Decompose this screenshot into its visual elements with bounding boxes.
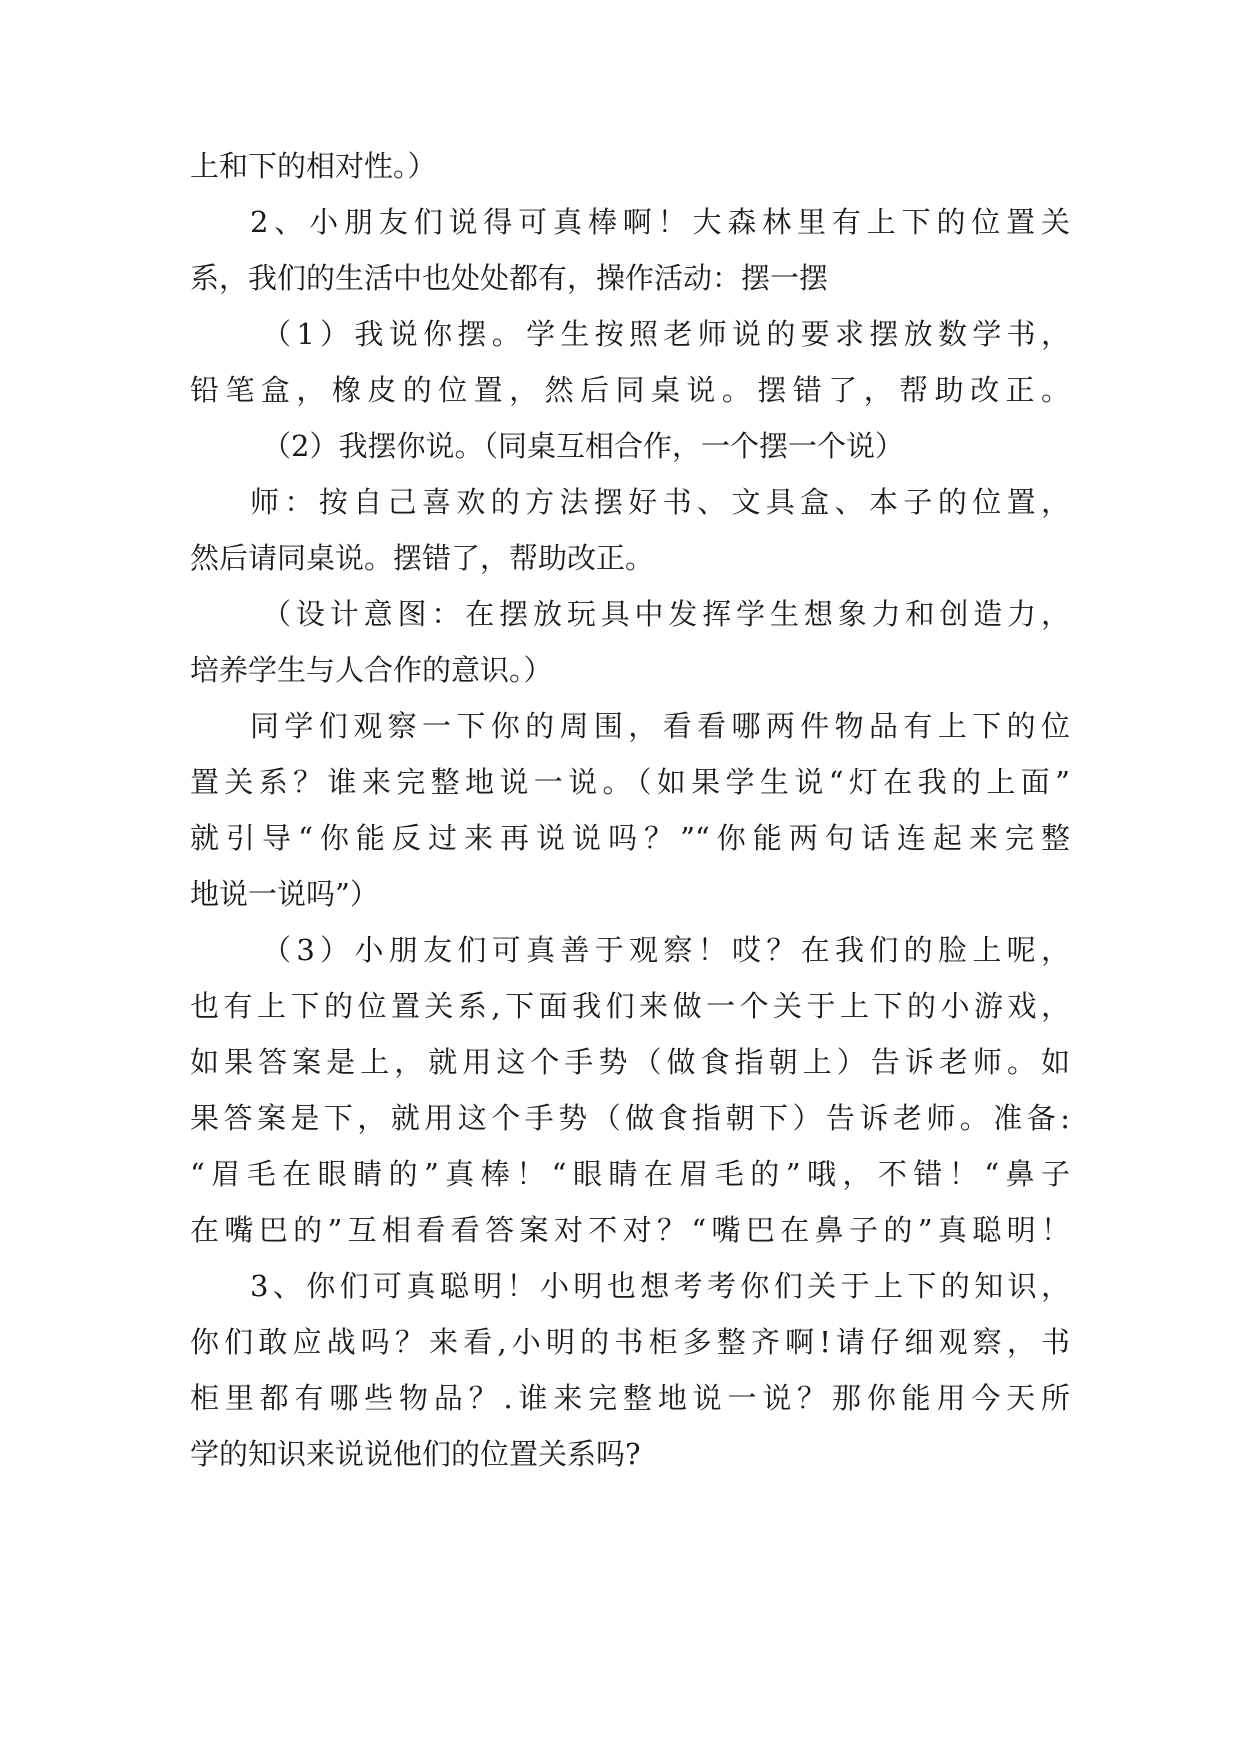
text-line: （设计意图：在摆放玩具中发挥学生想象力和创造力， [262, 597, 1070, 631]
text-line: 就引导“你能反过来再说说吗？”“你能两句话连起来完整 [190, 821, 1070, 855]
text-line: 铅笔盒，橡皮的位置，然后同桌说。摆错了，帮助改正。 [190, 373, 1070, 407]
text-line: 你们敢应战吗？来看,小明的书柜多整齐啊!请仔细观察，书 [190, 1325, 1070, 1359]
text-line: 置关系？谁来完整地说一说。（如果学生说“灯在我的上面” [190, 765, 1070, 799]
text-line: 在嘴巴的”互相看看答案对不对？“嘴巴在鼻子的”真聪明！ [190, 1213, 1070, 1247]
text-line: 师：按自己喜欢的方法摆好书、文具盒、本子的位置， [250, 485, 1070, 519]
text-line: “眉毛在眼睛的”真棒！“眼睛在眉毛的”哦，不错！“鼻子 [190, 1157, 1070, 1191]
text-line: （1）我说你摆。学生按照老师说的要求摆放数学书， [262, 317, 1070, 351]
text-line: 3、你们可真聪明！小明也想考考你们关于上下的知识， [250, 1269, 1070, 1303]
text-line: 学的知识来说说他们的位置关系吗? [190, 1437, 641, 1471]
text-line: 果答案是下，就用这个手势（做食指朝下）告诉老师。准备: [190, 1101, 1070, 1135]
text-line: 2、小朋友们说得可真棒啊！大森林里有上下的位置关 [250, 205, 1070, 239]
text-line: （2）我摆你说。（同桌互相合作，一个摆一个说） [262, 429, 904, 463]
text-line: 如果答案是上，就用这个手势（做食指朝上）告诉老师。如 [190, 1045, 1070, 1079]
text-line: （3）小朋友们可真善于观察！哎？在我们的脸上呢， [262, 933, 1070, 967]
text-line: 柜里都有哪些物品？.谁来完整地说一说？那你能用今天所 [190, 1381, 1070, 1415]
text-line: 然后请同桌说。摆错了，帮助改正。 [190, 541, 655, 575]
text-line: 系，我们的生活中也处处都有，操作活动：摆一摆 [190, 261, 829, 295]
text-line: 上和下的相对性。） [190, 149, 437, 183]
text-line: 地说一说吗”） [190, 877, 379, 911]
text-line: 同学们观察一下你的周围，看看哪两件物品有上下的位 [250, 709, 1070, 743]
text-line: 也有上下的位置关系,下面我们来做一个关于上下的小游戏， [190, 989, 1070, 1023]
text-line: 培养学生与人合作的意识。） [190, 653, 553, 687]
